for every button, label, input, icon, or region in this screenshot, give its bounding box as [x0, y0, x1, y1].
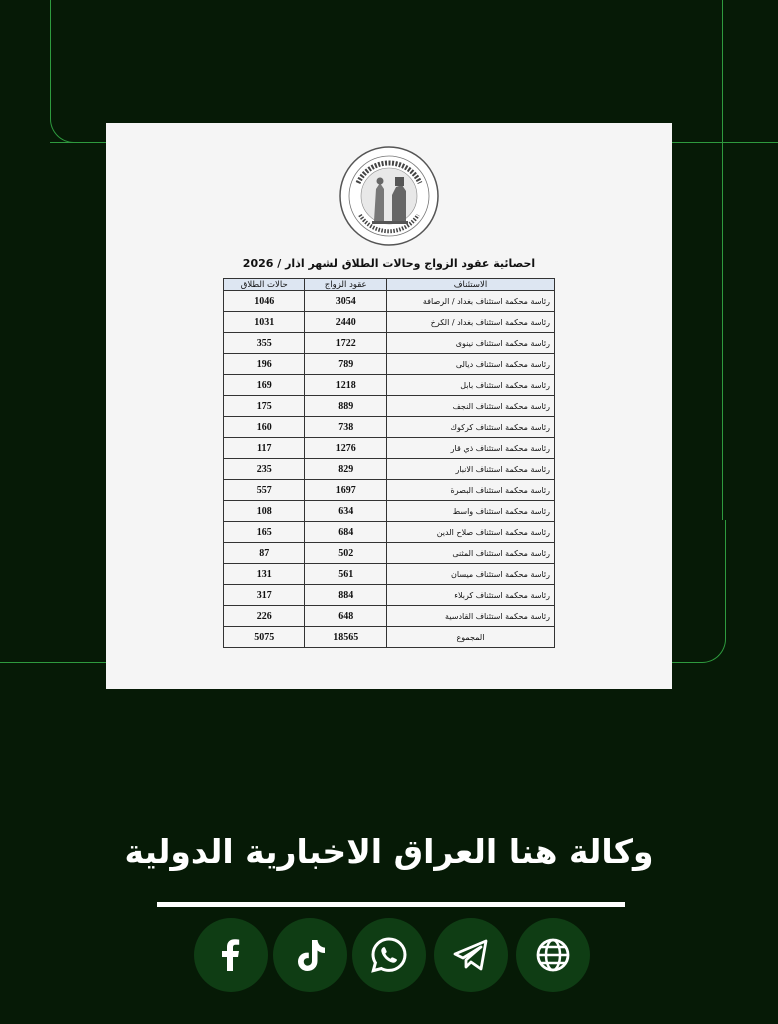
appeal-court-cell: رئاسة محكمة استئناف الانبار — [386, 459, 554, 480]
appeal-court-cell: رئاسة محكمة استئناف صلاح الدين — [386, 522, 554, 543]
appeal-court-cell: رئاسة محكمة استئناف بغداد / الكرخ — [386, 312, 554, 333]
marriages-cell: 502 — [305, 543, 386, 564]
marriages-cell: 634 — [305, 501, 386, 522]
globe-icon — [533, 935, 573, 975]
table-row — [224, 417, 555, 438]
appeal-court-cell: رئاسة محكمة استئناف ذي قار — [386, 438, 554, 459]
decorative-frame-vertical — [722, 140, 723, 520]
divorces-cell: 557 — [224, 480, 305, 501]
divorces-cell: 1031 — [224, 312, 305, 333]
divorces-cell: 131 — [224, 564, 305, 585]
table-row — [224, 291, 555, 312]
table-row — [224, 585, 555, 606]
divorces-cell: 117 — [224, 438, 305, 459]
marriages-cell: 889 — [305, 396, 386, 417]
appeal-court-cell: رئاسة محكمة استئناف القادسية — [386, 606, 554, 627]
divorces-cell: 175 — [224, 396, 305, 417]
table-row — [224, 333, 555, 354]
marriages-cell: 1218 — [305, 375, 386, 396]
appeal-court-cell: رئاسة محكمة استئناف نينوى — [386, 333, 554, 354]
divorces-cell: 5075 — [224, 627, 305, 648]
marriages-cell: 3054 — [305, 291, 386, 312]
marriages-cell: 829 — [305, 459, 386, 480]
table-row — [224, 396, 555, 417]
agency-name: وكالة هنا العراق الاخبارية الدولية — [124, 832, 654, 871]
telegram-button[interactable] — [434, 918, 508, 992]
table-row — [224, 543, 555, 564]
marriages-cell: 648 — [305, 606, 386, 627]
appeal-court-cell: رئاسة محكمة استئناف بابل — [386, 375, 554, 396]
appeal-court-cell: رئاسة محكمة استئناف ميسان — [386, 564, 554, 585]
statistics-document — [106, 123, 672, 689]
appeal-court-cell: رئاسة محكمة استئناف النجف — [386, 396, 554, 417]
website-button[interactable] — [516, 918, 590, 992]
marriages-cell: 738 — [305, 417, 386, 438]
table-header-row — [224, 279, 555, 291]
facebook-button[interactable] — [194, 918, 268, 992]
marriages-cell: 1722 — [305, 333, 386, 354]
marriages-cell: 561 — [305, 564, 386, 585]
marriages-cell: 1697 — [305, 480, 386, 501]
judicial-council-seal — [338, 145, 440, 247]
divorces-cell: 196 — [224, 354, 305, 375]
table-row — [224, 606, 555, 627]
header-appeal: الاستئناف — [386, 279, 554, 291]
total-row — [224, 627, 555, 648]
header-marriages: عقود الزواج — [305, 279, 386, 291]
telegram-icon — [451, 935, 491, 975]
appeal-court-cell: رئاسة محكمة استئناف بغداد / الرصافة — [386, 291, 554, 312]
divorces-cell: 169 — [224, 375, 305, 396]
divorces-cell: 160 — [224, 417, 305, 438]
divorces-cell: 235 — [224, 459, 305, 480]
appeal-court-cell: رئاسة محكمة استئناف ديالى — [386, 354, 554, 375]
appeal-court-cell: رئاسة محكمة استئناف واسط — [386, 501, 554, 522]
document-title: احصائية عقود الزواج وحالات الطلاق لشهر اذار / 2026 — [242, 257, 536, 270]
table-row — [224, 354, 555, 375]
divorces-cell: 1046 — [224, 291, 305, 312]
appeal-court-cell: رئاسة محكمة استئناف كربلاء — [386, 585, 554, 606]
table-row — [224, 501, 555, 522]
marriages-cell: 2440 — [305, 312, 386, 333]
divorces-cell: 226 — [224, 606, 305, 627]
appeal-court-cell: المجموع — [386, 627, 554, 648]
decorative-frame-top — [50, 0, 723, 143]
whatsapp-icon — [369, 935, 409, 975]
divorces-cell: 317 — [224, 585, 305, 606]
whatsapp-button[interactable] — [352, 918, 426, 992]
marriages-cell: 789 — [305, 354, 386, 375]
table-row — [224, 459, 555, 480]
table-row — [224, 564, 555, 585]
table-row — [224, 522, 555, 543]
tiktok-button[interactable] — [273, 918, 347, 992]
divorces-cell: 355 — [224, 333, 305, 354]
marriages-cell: 684 — [305, 522, 386, 543]
statistics-table — [223, 278, 555, 648]
table-row — [224, 438, 555, 459]
table-row — [224, 312, 555, 333]
divorces-cell: 108 — [224, 501, 305, 522]
marriages-cell: 884 — [305, 585, 386, 606]
appeal-court-cell: رئاسة محكمة استئناف المثنى — [386, 543, 554, 564]
appeal-court-cell: رئاسة محكمة استئناف البصرة — [386, 480, 554, 501]
header-divorces: حالات الطلاق — [224, 279, 305, 291]
marriages-cell: 18565 — [305, 627, 386, 648]
tiktok-icon — [290, 935, 330, 975]
table-row — [224, 375, 555, 396]
divider — [157, 902, 625, 907]
table-row — [224, 480, 555, 501]
divorces-cell: 165 — [224, 522, 305, 543]
divorces-cell: 87 — [224, 543, 305, 564]
decorative-frame-right — [722, 0, 723, 140]
appeal-court-cell: رئاسة محكمة استئناف كركوك — [386, 417, 554, 438]
marriages-cell: 1276 — [305, 438, 386, 459]
facebook-icon — [211, 935, 251, 975]
